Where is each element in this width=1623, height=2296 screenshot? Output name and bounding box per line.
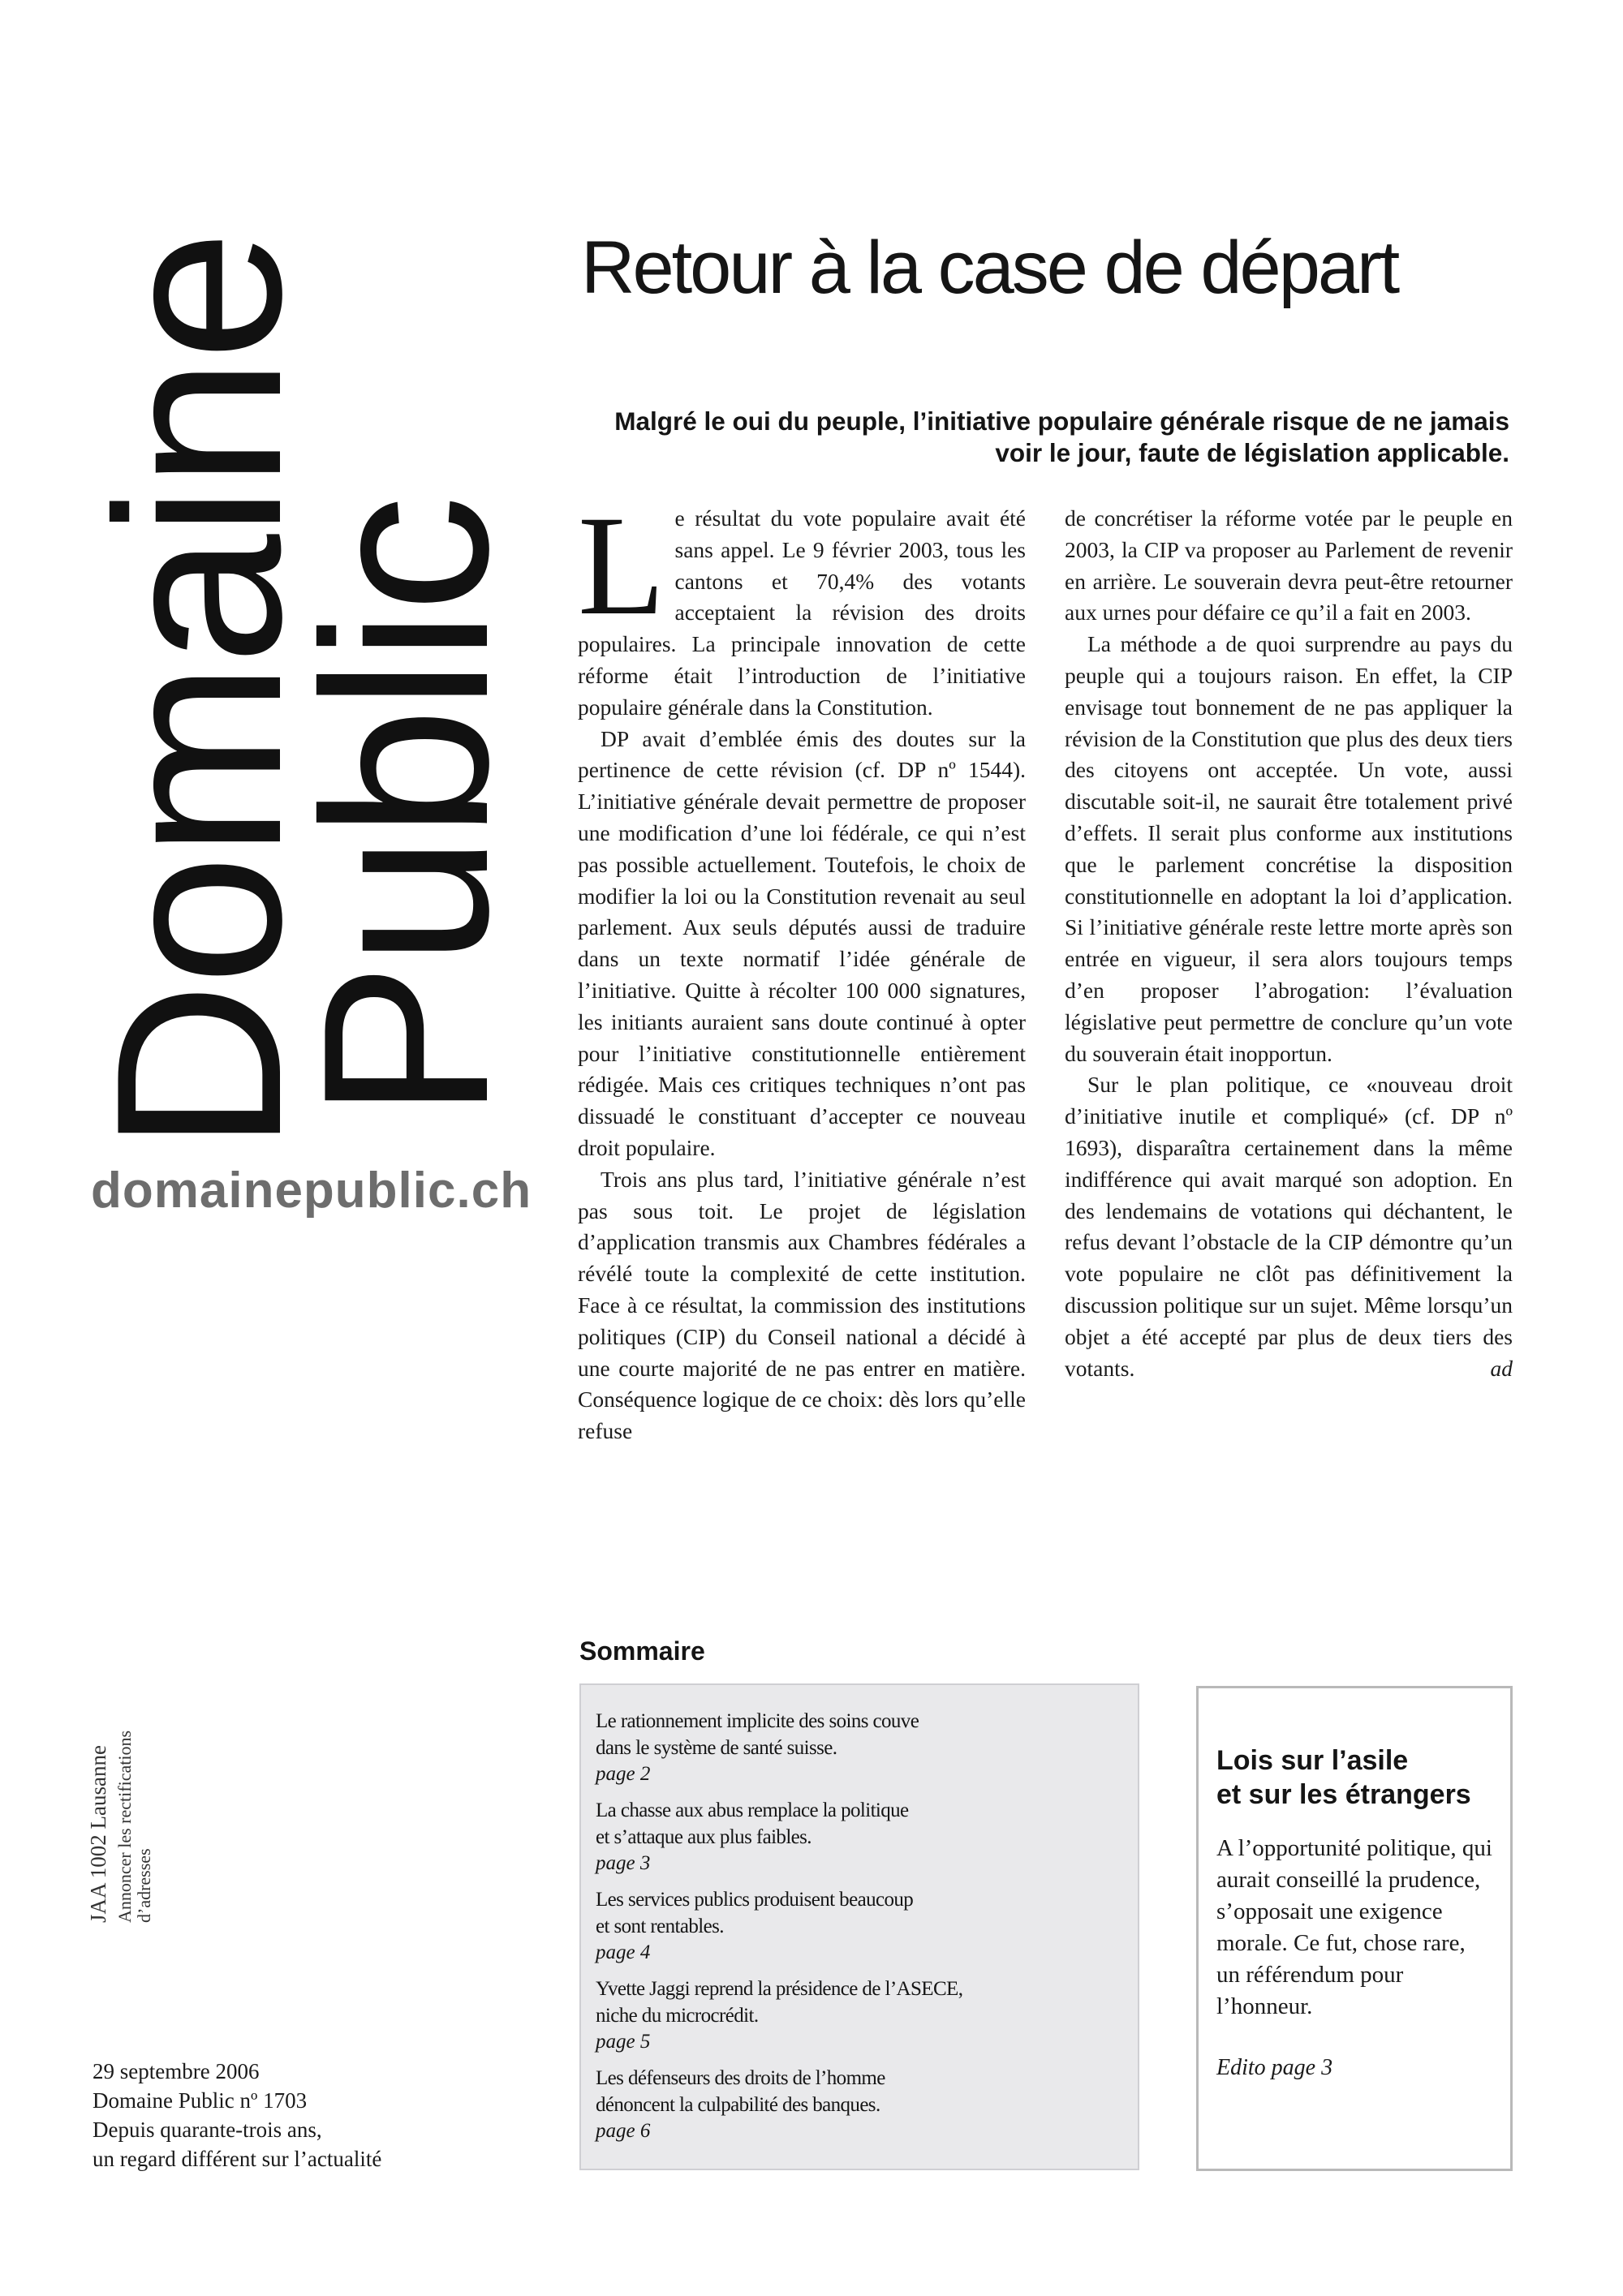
sommaire-item-page: page 6 <box>596 2120 651 2142</box>
sommaire-item-text: Le rationnement implicite des soins couve dans le système de santé suisse. <box>596 1710 919 1759</box>
sommaire-title: Sommaire <box>579 1636 705 1666</box>
article-paragraph: de concrétiser la réforme votée par le peuple en 2003, la CIP va proposer au Parlement de revenir en arrière. Le souverain devra peut-être retourner aux urnes pour défaire ce qu’il a fait en 2003. <box>1065 505 1513 626</box>
paragraph-text: Sur le plan politique, ce «nouveau droit d’initiative inutile et compliqué» (cf. DP nº 1693), disparaîtra certainement dans la même indifférence qui avait marqué son adoption. En des lendemains de votations qui déchantent, le refus devant l’obstacle de la CIP démontre qu’un vote populaire ne clôt pas définitivement la discussion politique sur un sujet. Même lorsqu’un objet a été accepté par plus de deux tiers des votants. <box>1065 1072 1513 1381</box>
sommaire-box <box>579 1683 1139 2170</box>
sommaire-item[interactable] <box>596 1708 1118 1787</box>
sommaire-item-page: page 4 <box>596 1941 651 1963</box>
sommaire-item-page: page 3 <box>596 1852 651 1874</box>
masthead-domaine: Domaine <box>67 233 330 1152</box>
issue-info <box>93 2057 498 2173</box>
sommaire-item[interactable] <box>596 1797 1118 1877</box>
article-paragraph: Trois ans plus tard, l’initiative générale n’est pas sous toit. Le projet de législation d’application transmis aux Chambres fédérales a révélé toute la complexité de cette institution. Face à ce résultat, la commission des institutions politiques (CIP) du Conseil national a décidé à une courte majorité de ne pas entrer en matière. Conséquence logique de ce choix: dès lors qu’elle refuse <box>578 1166 1026 1444</box>
sommaire-item[interactable] <box>596 2065 1118 2144</box>
mailing-notice-line: Annoncer les rectifications <box>114 1730 135 1923</box>
article-standfirst: Malgré le oui du peuple, l’initiative populaire générale risque de ne jamais voir le jour, faute de législation applicable. <box>614 406 1509 467</box>
sommaire-item-page: page 2 <box>596 1763 651 1785</box>
issue-tagline: Depuis quarante-trois ans, <box>93 2118 322 2142</box>
author-signature: ad <box>1490 1355 1513 1381</box>
edito-box <box>1196 1686 1513 2171</box>
issue-number: Domaine Public nº 1703 <box>93 2088 308 2113</box>
edito-text: A l’opportunité politique, qui aurait conseillé la prudence, s’opposait une exigence morale. Ce fut, chose rare, un référendum pour l’honneur. <box>1216 1835 1492 2019</box>
issue-tagline: un regard différent sur l’actualité <box>93 2147 382 2171</box>
website-url[interactable]: domainepublic.ch <box>91 1163 532 1219</box>
mailing-notice-line: d’adresses <box>134 1848 154 1923</box>
mailing-notice <box>115 1731 154 1923</box>
drop-cap: L <box>578 487 665 645</box>
article-paragraph: La méthode a de quoi surprendre au pays du peuple qui a toujours raison. En effet, la CIP envisage tout bonnement de ne pas appliquer la révision de la Constitution que plus des deux tiers des citoyens ont acceptée. Un vote, aussi discutable soit-il, ne saurait être totalement privé d’effets. Il serait plus conforme aux institutions que le parlement concrétise la disposition constitutionnelle en adoptant la loi d’application. Si l’initiative générale reste lettre morte après son entrée en vigueur, il sera alors toujours temps d’en proposer l’abrogation: l’évaluation législative peut permettre de conclure qu’un vote du souverain était inopportun. <box>1065 631 1513 1066</box>
sommaire-item-text: Les défenseurs des droits de l’homme dénoncent la culpabilité des banques. <box>596 2067 885 2116</box>
article-paragraph: DP avait d’emblée émis des doutes sur la pertinence de cette révision (cf. DP nº 1544). L’initiative générale devait permettre de proposer une modification d’une loi fédérale, ce qui n’est pas possible actuellement. Toutefois, le choix de modifier la loi ou la Constitution revenait au seul parlement. Aux seuls députés aussi de traduire dans un texte normatif l’idée générale de l’initiative. Quitte à récolter 100 000 signatures, les initiants auraient sans doute continué à opter pour l’initiative constitutionnelle entièrement rédigée. Mais ces critiques techniques n’ont pas dissuadé le constituant d’accepter ce nouveau droit populaire. <box>578 725 1026 1160</box>
edito-page-link[interactable]: Edito page 3 <box>1216 2055 1333 2080</box>
article-title: Retour à la case de départ <box>581 226 1398 309</box>
sommaire-item-page: page 5 <box>596 2031 651 2053</box>
article-paragraph <box>578 487 1026 724</box>
sommaire-item-text: Yvette Jaggi reprend la présidence de l’ASECE, niche du microcrédit. <box>596 1978 963 2027</box>
mailing-code: JAA 1002 Lausanne <box>86 1745 110 1923</box>
sommaire-item[interactable] <box>596 1976 1118 2055</box>
article-column-right <box>1065 503 1513 1384</box>
article-column-left <box>578 487 1026 1447</box>
sommaire-item-text: Les services publics produisent beaucoup et sont rentables. <box>596 1889 914 1937</box>
paragraph-text: e résultat du vote populaire avait été sans appel. Le 9 février 2003, tous les cantons et 70,4% des votants acceptaient la révision des droits populaires. La principale innovation de cette réforme était l’introduction de l’initiative populaire générale dans la Constitution. <box>578 505 1026 720</box>
sommaire-item-text: La chasse aux abus remplace la politique et s’attaque aux plus faibles. <box>596 1799 909 1848</box>
sommaire-item[interactable] <box>596 1886 1118 1966</box>
article-paragraph <box>1065 1069 1513 1384</box>
edito-title: Lois sur l’asile et sur les étrangers <box>1216 1745 1471 1810</box>
issue-date: 29 septembre 2006 <box>93 2059 260 2083</box>
masthead-public: Public <box>274 498 537 1120</box>
